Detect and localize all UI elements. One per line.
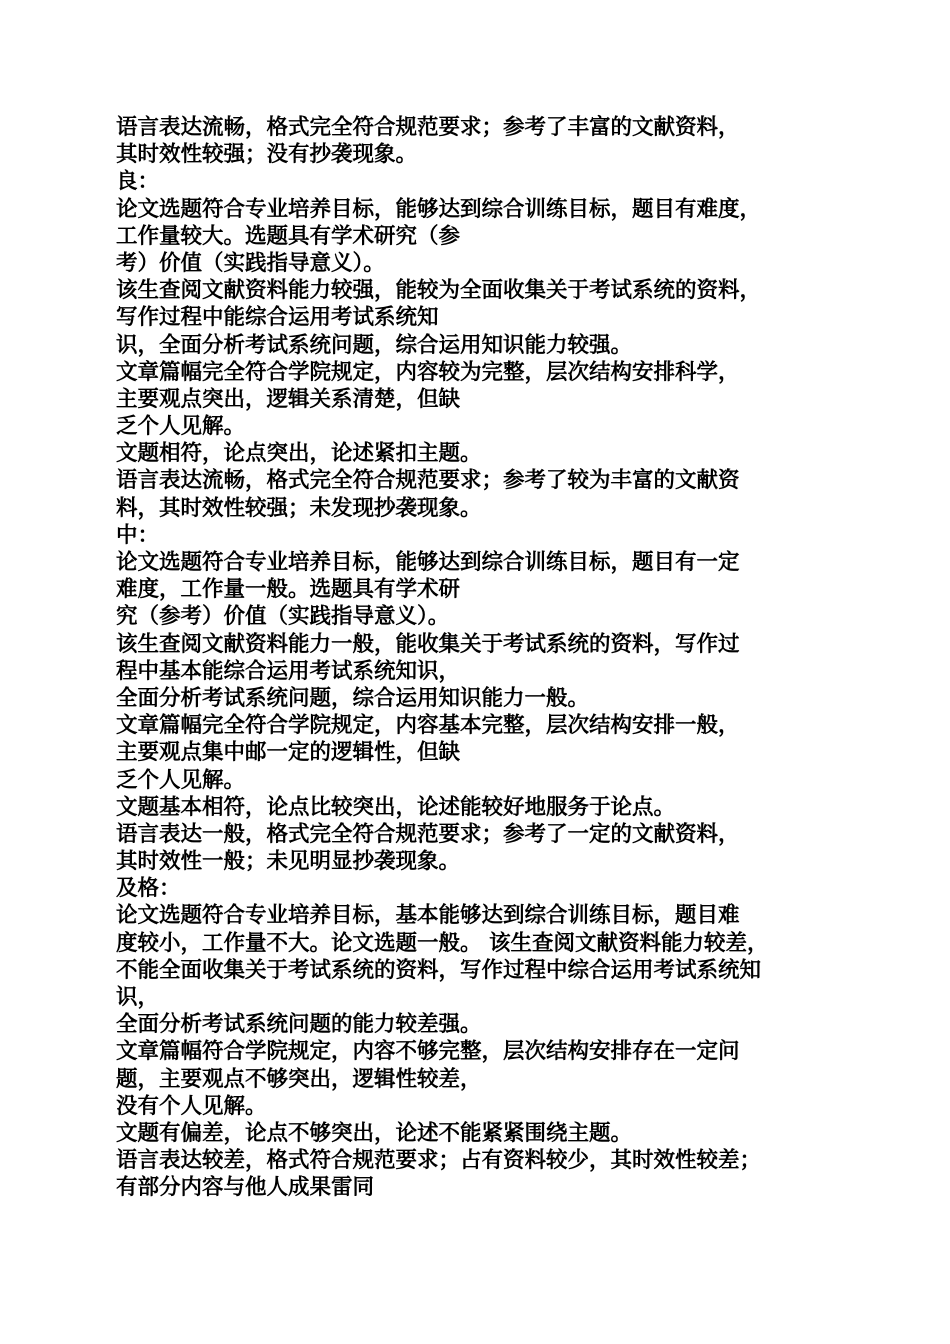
text-line: 乏个人见解。 bbox=[116, 767, 246, 793]
text-line: 论文选题符合专业培养目标，基本能够达到综合训练目标，题目难 bbox=[116, 903, 740, 929]
text-line: 全面分析考试系统问题的能力较差强。 bbox=[116, 1012, 482, 1038]
document-body bbox=[116, 114, 841, 1202]
text-line: 考）价值（实践指导意义）。 bbox=[116, 250, 385, 276]
text-line: 论文选题符合专业培养目标，能够达到综合训练目标，题目有难度， bbox=[116, 196, 762, 222]
text-line: 不能全面收集关于考试系统的资料，写作过程中综合运用考试系统知 bbox=[116, 957, 762, 983]
text-line: 论文选题符合专业培养目标，能够达到综合训练目标，题目有一定 bbox=[116, 550, 740, 575]
text-line: 文题基本相符，论点比较突出，论述能较好地服务于论点。 bbox=[116, 794, 676, 820]
text-line: 语言表达流畅，格式完全符合规范要求；参考了丰富的文献资料， bbox=[116, 115, 740, 140]
text-line: 语言表达流畅，格式完全符合规范要求；参考了较为丰富的文献资 bbox=[116, 468, 740, 494]
text-line: 语言表达较差，格式符合规范要求；占有资料较少，其时效性较差； bbox=[116, 1148, 762, 1174]
text-line: 乏个人见解。 bbox=[116, 414, 246, 440]
text-line: 究（参考）价值（实践指导意义）。 bbox=[116, 604, 450, 630]
text-line: 语言表达一般，格式完全符合规范要求；参考了一定的文献资料， bbox=[116, 821, 740, 847]
text-line: 该生查阅文献资料能力一般，能收集关于考试系统的资料，写作过 bbox=[116, 631, 740, 657]
text-line: 该生查阅文献资料能力较强，能较为全面收集关于考试系统的资料， bbox=[116, 278, 762, 304]
grade-heading-good: 良： bbox=[116, 169, 160, 195]
text-line: 主要观点集中邮一定的逻辑性，但缺 bbox=[116, 740, 461, 766]
text-line: 没有个人见解。 bbox=[116, 1093, 267, 1119]
grade-heading-medium: 中： bbox=[116, 522, 160, 548]
text-line: 有部分内容与他人成果雷同 bbox=[116, 1175, 375, 1201]
text-line: 文章篇幅完全符合学院规定，内容较为完整，层次结构安排科学， bbox=[116, 359, 740, 385]
text-line: 文章篇幅符合学院规定，内容不够完整，层次结构安排存在一定问 bbox=[116, 1039, 740, 1065]
text-line: 文题有偏差，论点不够突出，论述不能紧紧围绕主题。 bbox=[116, 1120, 633, 1146]
text-line: 工作量较大。选题具有学术研究（参 bbox=[116, 223, 461, 249]
text-line: 识， bbox=[116, 985, 160, 1010]
text-line: 难度，工作量一般。选题具有学术研 bbox=[116, 577, 461, 603]
text-line: 主要观点突出，逻辑关系清楚，但缺 bbox=[116, 386, 461, 412]
text-line: 全面分析考试系统问题，综合运用知识能力一般。 bbox=[116, 685, 590, 711]
text-line: 文章篇幅完全符合学院规定，内容基本完整，层次结构安排一般， bbox=[116, 713, 740, 739]
text-line: 文题相符，论点突出，论述紧扣主题。 bbox=[116, 441, 482, 467]
text-line: 料，其时效性较强；未发现抄袭现象。 bbox=[116, 495, 482, 521]
text-line: 其时效性较强；没有抄袭现象。 bbox=[116, 142, 418, 168]
text-line: 程中基本能综合运用考试系统知识， bbox=[116, 658, 461, 684]
text-line: 度较小，工作量不大。论文选题一般。 该生查阅文献资料能力较差， bbox=[116, 930, 769, 956]
text-line: 写作过程中能综合运用考试系统知 bbox=[116, 305, 439, 331]
text-line: 题，主要观点不够突出，逻辑性较差， bbox=[116, 1066, 482, 1092]
grade-heading-pass: 及格： bbox=[116, 876, 181, 902]
text-line: 其时效性一般；未见明显抄袭现象。 bbox=[116, 849, 461, 875]
text-line: 识，全面分析考试系统问题，综合运用知识能力较强。 bbox=[116, 332, 633, 358]
